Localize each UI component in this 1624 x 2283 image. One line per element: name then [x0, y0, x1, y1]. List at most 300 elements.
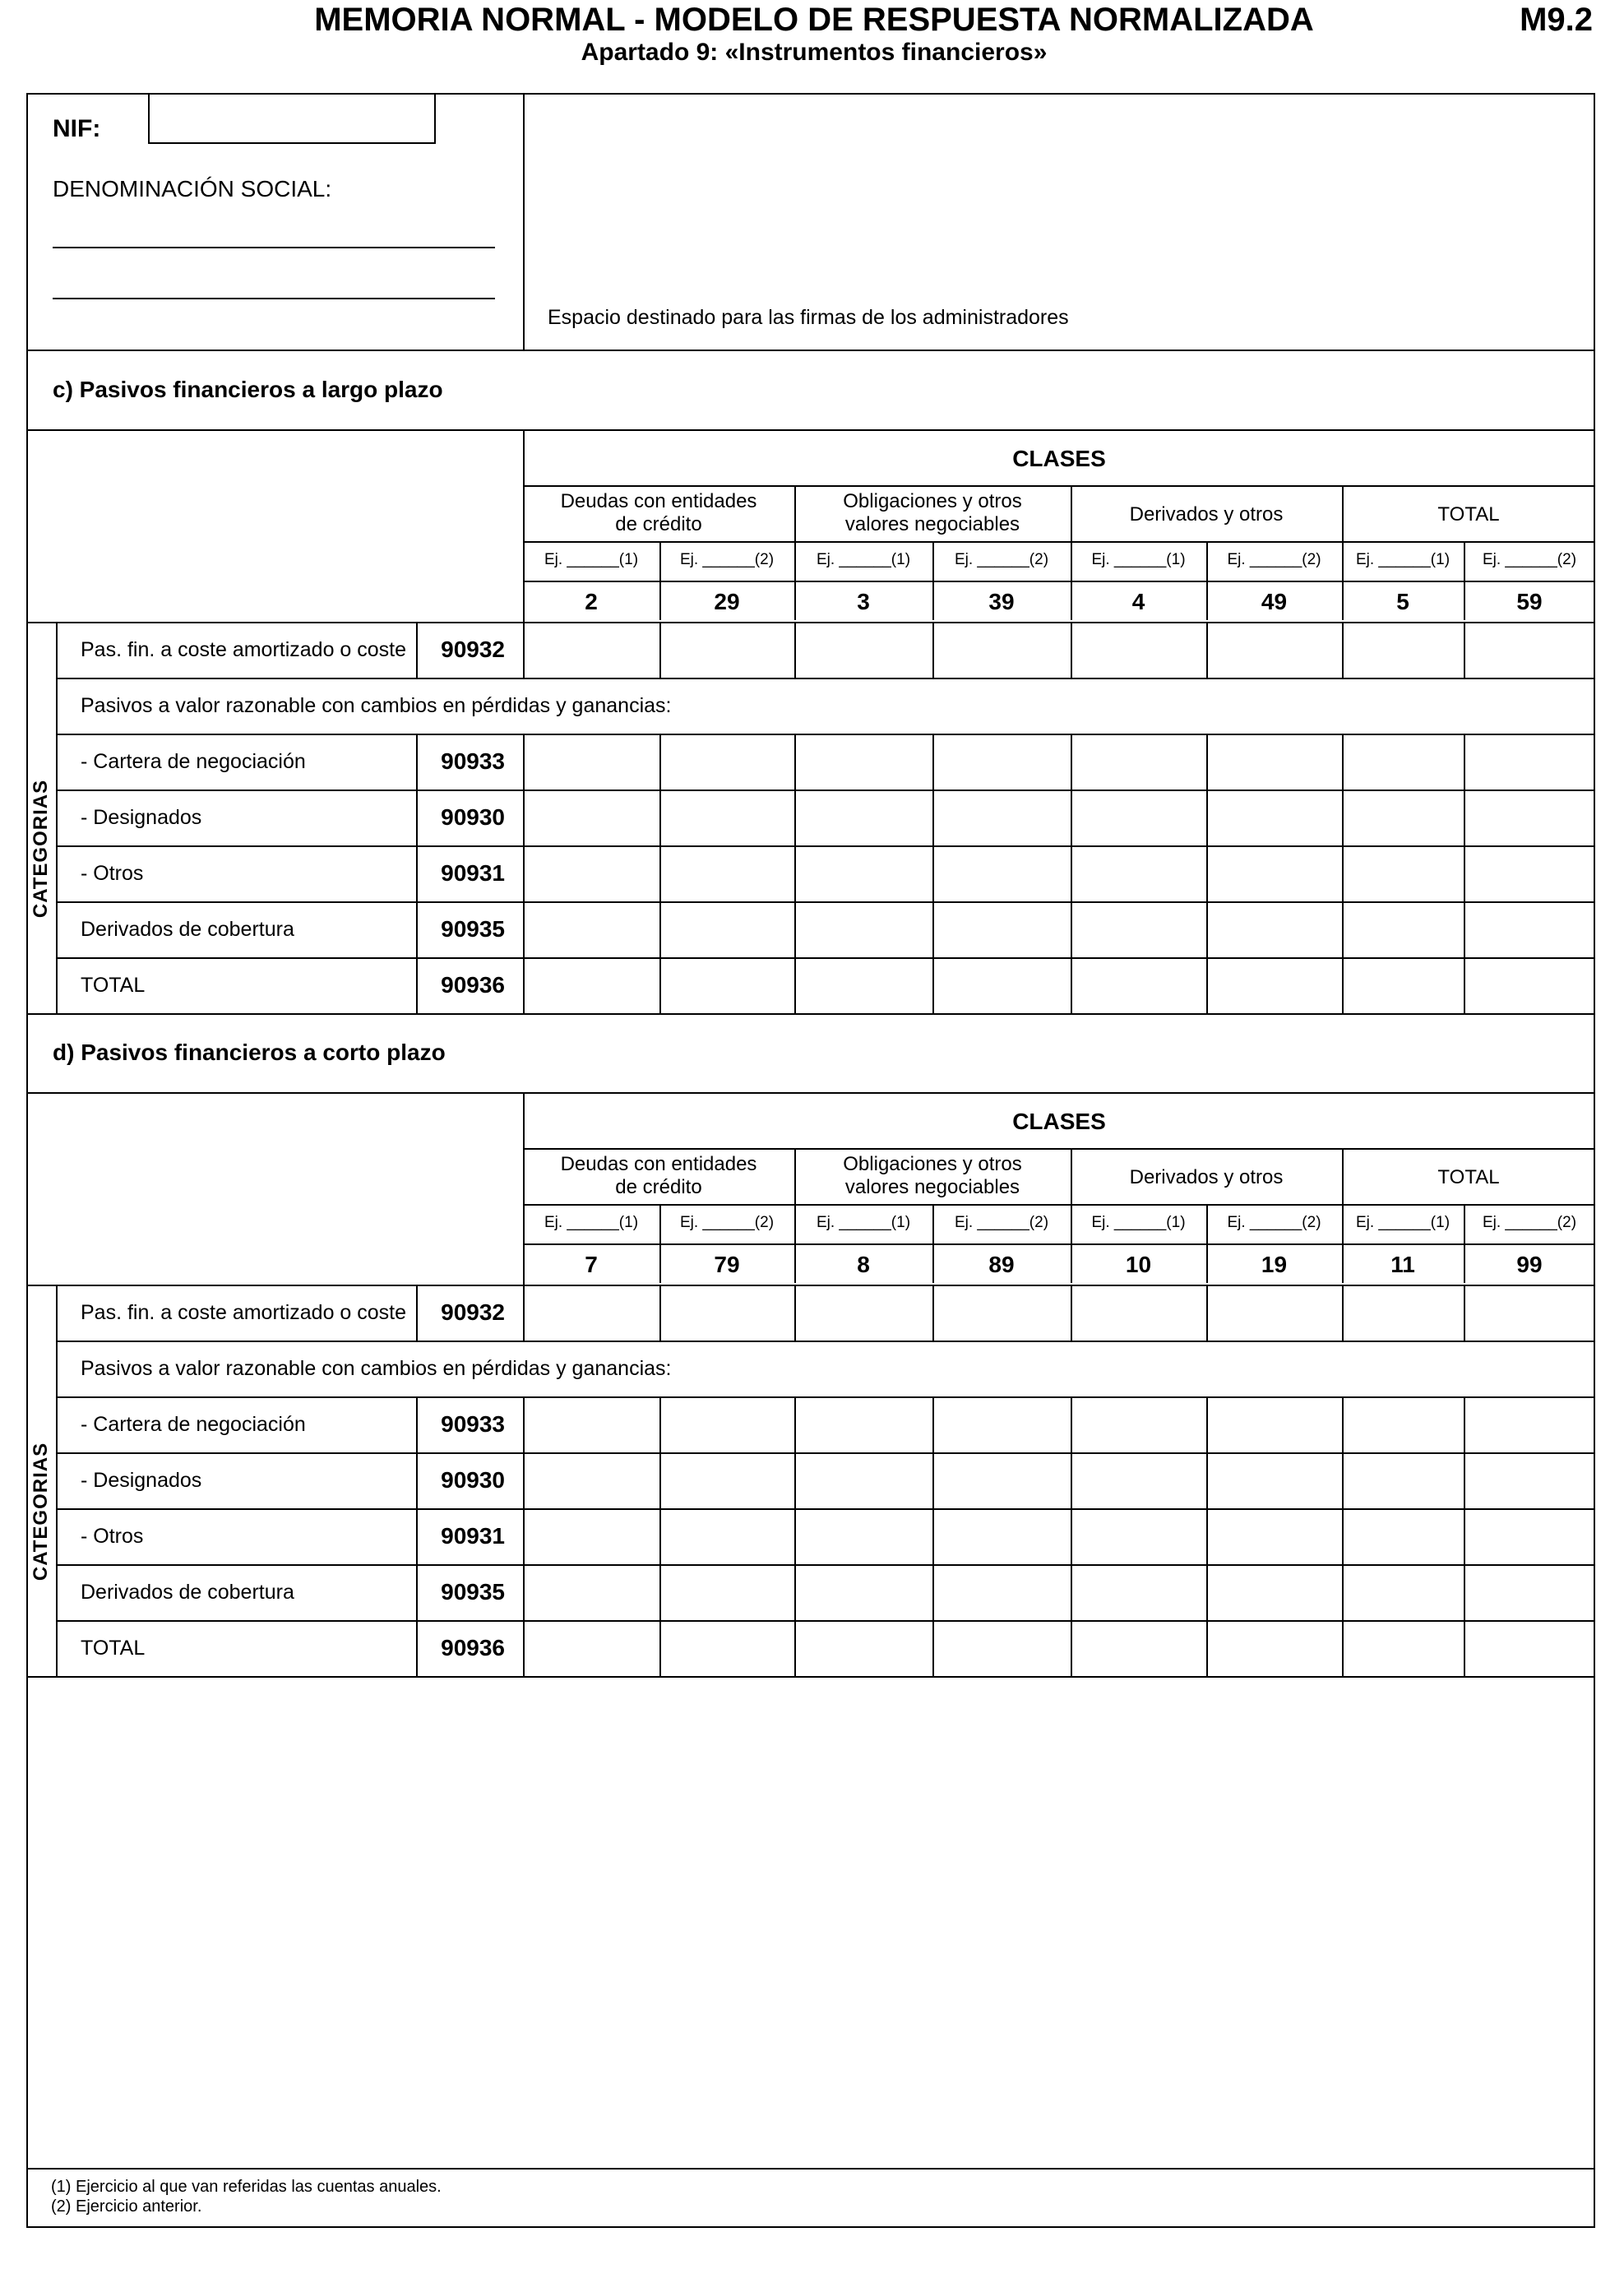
value-cell[interactable] — [934, 1398, 1069, 1451]
cell-divider — [1071, 1285, 1072, 1341]
col-divider — [794, 541, 796, 620]
row-label: Pas. fin. a coste amortizado o coste — [81, 1301, 407, 1324]
value-cell[interactable] — [1208, 847, 1340, 900]
value-cell[interactable] — [1208, 1622, 1340, 1674]
col-code: 8 — [857, 1252, 870, 1277]
row-label: - Otros — [81, 1525, 144, 1548]
value-cell[interactable] — [661, 1398, 793, 1451]
value-cell[interactable] — [934, 1622, 1069, 1674]
cell-divider — [932, 845, 934, 901]
row-bottom-line — [56, 678, 1595, 679]
value-cell[interactable] — [934, 623, 1069, 676]
value-cell[interactable] — [661, 791, 793, 844]
cell-divider — [1464, 901, 1465, 957]
value-cell[interactable] — [661, 623, 793, 676]
cell-divider — [1342, 622, 1344, 678]
value-cell[interactable] — [1208, 1398, 1340, 1451]
value-cell[interactable] — [525, 1566, 658, 1618]
cell-divider — [932, 1285, 934, 1341]
ej-label: Ej. ______(1) — [544, 1214, 639, 1231]
cell-divider — [659, 1508, 661, 1564]
value-cell[interactable] — [661, 1510, 793, 1563]
ej-label: Ej. ______(2) — [1482, 1214, 1577, 1231]
value-cell[interactable] — [1072, 1622, 1205, 1674]
value-cell[interactable] — [1344, 1398, 1462, 1451]
col-code: 3 — [857, 589, 870, 614]
cell-divider — [794, 790, 796, 845]
cell-divider — [1071, 1452, 1072, 1508]
class-header-line: de crédito — [615, 1176, 702, 1198]
value-cell[interactable] — [1208, 1286, 1340, 1339]
cell-divider — [1206, 1564, 1208, 1620]
row-code-divider — [416, 622, 418, 678]
col-code: 29 — [714, 589, 740, 614]
row-code: 90936 — [441, 972, 505, 998]
class-header-line: Obligaciones y otros — [843, 490, 1022, 512]
value-cell[interactable] — [525, 1398, 658, 1451]
class-header — [523, 1153, 794, 1199]
row-label: Derivados de cobertura — [81, 918, 294, 941]
section-header-top-line — [26, 429, 1595, 431]
cell-divider — [1206, 957, 1208, 1013]
clases-label: CLASES — [1012, 1109, 1106, 1134]
row-code: 90935 — [441, 1579, 505, 1605]
cell-divider — [1206, 790, 1208, 845]
ej-label: Ej. ______(2) — [1227, 1214, 1321, 1231]
ej-label: Ej. ______(1) — [1355, 551, 1450, 568]
value-cell[interactable] — [1344, 623, 1462, 676]
col-code: 11 — [1390, 1252, 1415, 1277]
value-cell[interactable] — [1344, 1566, 1462, 1618]
cell-divider — [1071, 790, 1072, 845]
cell-divider — [659, 1396, 661, 1452]
categorias-divider — [56, 1285, 58, 1676]
cell-divider — [794, 1285, 796, 1341]
col-divider — [659, 1204, 661, 1283]
cell-divider — [932, 901, 934, 957]
value-cell[interactable] — [1344, 1622, 1462, 1674]
cell-divider — [1342, 901, 1344, 957]
clases-label: CLASES — [1012, 446, 1106, 471]
class-header-line: Deudas con entidades — [560, 490, 757, 512]
class-header — [1071, 503, 1342, 526]
col-code: 7 — [585, 1252, 598, 1277]
value-cell[interactable] — [661, 735, 793, 788]
value-cell[interactable] — [1208, 903, 1340, 956]
ej-label: Ej. ______(2) — [954, 1214, 1049, 1231]
page-subtitle: Apartado 9: «Instrumentos financieros» — [581, 39, 1048, 66]
form-code: M9.2 — [1520, 2, 1593, 38]
ej-label: Ej. ______(2) — [1482, 551, 1577, 568]
value-cell[interactable] — [934, 735, 1069, 788]
cell-divider — [1206, 1396, 1208, 1452]
row-bottom-line — [56, 1341, 1595, 1342]
row-label: TOTAL — [81, 1637, 146, 1660]
row-label: Pas. fin. a coste amortizado o coste — [81, 638, 407, 661]
cell-divider — [1071, 734, 1072, 790]
cell-divider — [932, 1620, 934, 1676]
value-cell[interactable] — [1072, 1286, 1205, 1339]
value-cell[interactable] — [1465, 791, 1594, 844]
value-cell[interactable] — [661, 1622, 793, 1674]
value-cell[interactable] — [1072, 791, 1205, 844]
value-cell[interactable] — [796, 1510, 931, 1563]
value-cell[interactable] — [525, 1510, 658, 1563]
value-cell[interactable] — [661, 1566, 793, 1618]
value-cell[interactable] — [525, 903, 658, 956]
value-cell[interactable] — [1208, 1510, 1340, 1563]
cell-divider — [1464, 845, 1465, 901]
value-cell[interactable] — [1465, 1622, 1594, 1674]
col-divider — [932, 541, 934, 620]
value-cell[interactable] — [1208, 959, 1340, 1012]
value-cell[interactable] — [525, 1622, 658, 1674]
ej-label: Ej. ______(1) — [816, 551, 911, 568]
col-divider — [1342, 541, 1344, 620]
col-divider — [1464, 1204, 1465, 1283]
class-divider — [794, 485, 796, 541]
class-divider — [1071, 485, 1072, 541]
ej-label: Ej. ______(1) — [544, 551, 639, 568]
value-cell[interactable] — [934, 903, 1069, 956]
cell-divider — [1464, 957, 1465, 1013]
class-header-line: Obligaciones y otros — [843, 1153, 1022, 1175]
value-cell[interactable] — [1465, 1566, 1594, 1618]
ej-label: Ej. ______(2) — [679, 551, 775, 568]
row-code: 90930 — [441, 1467, 505, 1493]
value-cell[interactable] — [661, 1454, 793, 1507]
cell-divider — [659, 901, 661, 957]
col-code: 39 — [988, 589, 1015, 614]
clases-line — [523, 485, 1595, 487]
value-cell[interactable] — [1465, 623, 1594, 676]
value-cell[interactable] — [934, 847, 1069, 900]
row-code-divider — [416, 901, 418, 957]
cell-divider — [1071, 1396, 1072, 1452]
value-cell[interactable] — [1208, 623, 1340, 676]
class-header — [1071, 1166, 1342, 1189]
value-cell[interactable] — [1208, 791, 1340, 844]
value-cell[interactable] — [1344, 791, 1462, 844]
cell-divider — [1342, 1620, 1344, 1676]
value-cell[interactable] — [934, 1510, 1069, 1563]
value-cell[interactable] — [1072, 735, 1205, 788]
cell-divider — [1464, 790, 1465, 845]
col-code: 59 — [1516, 589, 1543, 614]
class-divider — [1071, 1148, 1072, 1204]
row-code: 90935 — [441, 916, 505, 942]
row-code-divider — [416, 957, 418, 1013]
value-cell[interactable] — [796, 959, 931, 1012]
cell-divider — [659, 622, 661, 678]
row-code: 90931 — [441, 1523, 505, 1549]
col-code: 5 — [1396, 589, 1409, 614]
cell-divider — [1071, 957, 1072, 1013]
value-cell[interactable] — [1465, 1286, 1594, 1339]
cell-divider — [659, 1620, 661, 1676]
cell-divider — [1342, 957, 1344, 1013]
col-divider — [659, 541, 661, 620]
row-code: 90936 — [441, 1635, 505, 1660]
value-cell[interactable] — [934, 1566, 1069, 1618]
cell-divider — [1464, 622, 1465, 678]
cell-divider — [1342, 790, 1344, 845]
class-header — [794, 1153, 1071, 1199]
value-cell[interactable] — [1072, 1566, 1205, 1618]
cell-divider — [932, 1564, 934, 1620]
row-code-divider — [416, 790, 418, 845]
col-code: 2 — [585, 589, 598, 614]
row-code: 90933 — [441, 748, 505, 774]
class-divider — [1342, 485, 1344, 541]
value-cell[interactable] — [934, 1286, 1069, 1339]
col-divider — [794, 1204, 796, 1283]
clases-line — [523, 1148, 1595, 1150]
value-cell[interactable] — [1465, 847, 1594, 900]
col-code: 49 — [1261, 589, 1288, 614]
value-cell[interactable] — [525, 959, 658, 1012]
row-code-divider — [416, 845, 418, 901]
row-label: - Otros — [81, 862, 144, 885]
col-code: 19 — [1261, 1252, 1288, 1277]
col-code: 89 — [988, 1252, 1015, 1277]
cell-divider — [794, 622, 796, 678]
nif-input-box[interactable] — [148, 93, 436, 144]
value-cell[interactable] — [1465, 903, 1594, 956]
value-cell[interactable] — [796, 903, 931, 956]
class-header-line: TOTAL — [1437, 1166, 1500, 1188]
cell-divider — [1342, 1508, 1344, 1564]
col-divider — [1206, 1204, 1208, 1283]
cell-divider — [1464, 1396, 1465, 1452]
row-label: - Designados — [81, 806, 202, 829]
cell-divider — [932, 622, 934, 678]
row-label: Derivados de cobertura — [81, 1581, 294, 1604]
cell-divider — [1464, 1285, 1465, 1341]
row-code: 90932 — [441, 637, 505, 662]
class-header-line: valores negociables — [844, 1176, 1020, 1198]
row-code: 90933 — [441, 1411, 505, 1437]
cell-divider — [932, 790, 934, 845]
class-header-line: Derivados y otros — [1129, 1166, 1284, 1188]
row-code-divider — [416, 1508, 418, 1564]
col-code: 99 — [1516, 1252, 1543, 1277]
cell-divider — [1206, 1508, 1208, 1564]
cell-divider — [794, 901, 796, 957]
row-code-divider — [416, 1452, 418, 1508]
class-header-line: Deudas con entidades — [560, 1153, 757, 1175]
denominacion-line-1[interactable] — [53, 247, 495, 248]
value-cell[interactable] — [1344, 735, 1462, 788]
class-header-line: de crédito — [615, 513, 702, 535]
class-divider — [1342, 1148, 1344, 1204]
footnote-1: (1) Ejercicio al que van referidas las cuentas anuales. — [51, 2178, 442, 2196]
ej-label: Ej. ______(1) — [1355, 1214, 1450, 1231]
value-cell[interactable] — [1465, 1454, 1594, 1507]
value-cell[interactable] — [1344, 847, 1462, 900]
row-code-divider — [416, 1396, 418, 1452]
cell-divider — [932, 1396, 934, 1452]
cell-divider — [1464, 1452, 1465, 1508]
value-cell[interactable] — [661, 847, 793, 900]
value-cell[interactable] — [1208, 1454, 1340, 1507]
value-cell[interactable] — [1072, 1510, 1205, 1563]
value-cell[interactable] — [934, 1454, 1069, 1507]
row-code-divider — [416, 1564, 418, 1620]
class-header — [794, 490, 1071, 536]
value-cell[interactable] — [1465, 959, 1594, 1012]
cell-divider — [794, 734, 796, 790]
grid-left-line — [523, 429, 525, 622]
ej-label: Ej. ______(1) — [1091, 1214, 1186, 1231]
grid-left-line — [523, 1092, 525, 1285]
value-cell[interactable] — [796, 847, 931, 900]
value-cell[interactable] — [934, 959, 1069, 1012]
codes-line — [523, 1243, 1595, 1245]
value-cell[interactable] — [1465, 735, 1594, 788]
cell-divider — [659, 1564, 661, 1620]
value-cell[interactable] — [1465, 1398, 1594, 1451]
value-cell[interactable] — [1465, 1510, 1594, 1563]
cell-divider — [932, 1452, 934, 1508]
value-cell[interactable] — [661, 959, 793, 1012]
row-code-divider — [416, 1620, 418, 1676]
cell-divider — [659, 790, 661, 845]
cell-divider — [932, 734, 934, 790]
value-cell[interactable] — [796, 1454, 931, 1507]
row-code: 90932 — [441, 1299, 505, 1325]
row-label: - Cartera de negociación — [81, 750, 306, 773]
cell-divider — [659, 734, 661, 790]
value-cell[interactable] — [1072, 847, 1205, 900]
section-header-top-line — [26, 1092, 1595, 1094]
firmas-label: Espacio destinado para las firmas de los administradores — [548, 306, 1069, 329]
value-cell[interactable] — [661, 903, 793, 956]
denominacion-label: DENOMINACIÓN SOCIAL: — [53, 176, 332, 201]
cell-divider — [794, 1396, 796, 1452]
cell-divider — [659, 1452, 661, 1508]
value-cell[interactable] — [1344, 1510, 1462, 1563]
cell-divider — [1342, 1564, 1344, 1620]
cell-divider — [1206, 1285, 1208, 1341]
cell-divider — [1342, 1396, 1344, 1452]
cell-divider — [1464, 1508, 1465, 1564]
row-label: Pasivos a valor razonable con cambios en pérdidas y ganancias: — [81, 1357, 672, 1380]
cell-divider — [1071, 622, 1072, 678]
footnote-2: (2) Ejercicio anterior. — [51, 2197, 202, 2216]
value-cell[interactable] — [796, 1286, 931, 1339]
cell-divider — [1206, 901, 1208, 957]
class-divider — [794, 1148, 796, 1204]
value-cell[interactable] — [525, 1454, 658, 1507]
ej-label: Ej. ______(2) — [954, 551, 1049, 568]
cell-divider — [659, 845, 661, 901]
class-header — [1342, 503, 1595, 526]
cell-divider — [1342, 734, 1344, 790]
cell-divider — [659, 1285, 661, 1341]
value-cell[interactable] — [1072, 1398, 1205, 1451]
cell-divider — [1342, 1285, 1344, 1341]
row-label: - Designados — [81, 1469, 202, 1492]
value-cell[interactable] — [796, 791, 931, 844]
value-cell[interactable] — [1208, 1566, 1340, 1618]
value-cell[interactable] — [525, 847, 658, 900]
col-divider — [1342, 1204, 1344, 1283]
class-header-line: valores negociables — [844, 513, 1020, 535]
cell-divider — [1342, 845, 1344, 901]
cell-divider — [794, 1452, 796, 1508]
cell-divider — [1071, 901, 1072, 957]
value-cell[interactable] — [1344, 1286, 1462, 1339]
col-divider — [1071, 1204, 1072, 1283]
col-divider — [932, 1204, 934, 1283]
row-label: TOTAL — [81, 974, 146, 997]
cell-divider — [659, 957, 661, 1013]
section-bottom-line — [26, 1013, 1595, 1015]
row-code-divider — [416, 1285, 418, 1341]
value-cell[interactable] — [1072, 623, 1205, 676]
row-code: 90931 — [441, 860, 505, 886]
col-divider — [1206, 541, 1208, 620]
categorias-label: CATEGORIAS — [30, 779, 52, 919]
cell-divider — [1206, 1620, 1208, 1676]
value-cell[interactable] — [796, 1398, 931, 1451]
col-divider — [1071, 541, 1072, 620]
cell-divider — [1071, 1508, 1072, 1564]
cell-divider — [1071, 845, 1072, 901]
value-cell[interactable] — [796, 1566, 931, 1618]
denominacion-line-2[interactable] — [53, 298, 495, 299]
row-label: - Cartera de negociación — [81, 1413, 306, 1436]
value-cell[interactable] — [525, 1286, 658, 1339]
value-cell[interactable] — [1344, 903, 1462, 956]
ej-label: Ej. ______(2) — [1227, 551, 1321, 568]
value-cell[interactable] — [1072, 959, 1205, 1012]
value-cell[interactable] — [661, 1286, 793, 1339]
cell-divider — [1464, 734, 1465, 790]
cell-divider — [932, 1508, 934, 1564]
cell-divider — [794, 1620, 796, 1676]
value-cell[interactable] — [796, 1622, 931, 1674]
categorias-divider — [56, 622, 58, 1013]
cell-divider — [794, 1564, 796, 1620]
page-title: MEMORIA NORMAL - MODELO DE RESPUESTA NORMALIZADA — [314, 2, 1314, 38]
row-code: 90930 — [441, 804, 505, 830]
class-header-line: TOTAL — [1437, 503, 1500, 526]
value-cell[interactable] — [525, 791, 658, 844]
cell-divider — [1206, 1452, 1208, 1508]
value-cell[interactable] — [1344, 1454, 1462, 1507]
cell-divider — [932, 957, 934, 1013]
cell-divider — [1206, 622, 1208, 678]
value-cell[interactable] — [525, 735, 658, 788]
value-cell[interactable] — [796, 735, 931, 788]
section-title: c) Pasivos financieros a largo plazo — [53, 377, 443, 402]
value-cell[interactable] — [525, 623, 658, 676]
value-cell[interactable] — [796, 623, 931, 676]
value-cell[interactable] — [1072, 1454, 1205, 1507]
value-cell[interactable] — [1344, 959, 1462, 1012]
value-cell[interactable] — [934, 791, 1069, 844]
col-code: 79 — [714, 1252, 740, 1277]
cell-divider — [1206, 845, 1208, 901]
nif-label: NIF: — [53, 115, 101, 142]
cell-divider — [1464, 1620, 1465, 1676]
section-bottom-line — [26, 1676, 1595, 1678]
class-header — [1342, 1166, 1595, 1189]
value-cell[interactable] — [1208, 735, 1340, 788]
value-cell[interactable] — [1072, 903, 1205, 956]
